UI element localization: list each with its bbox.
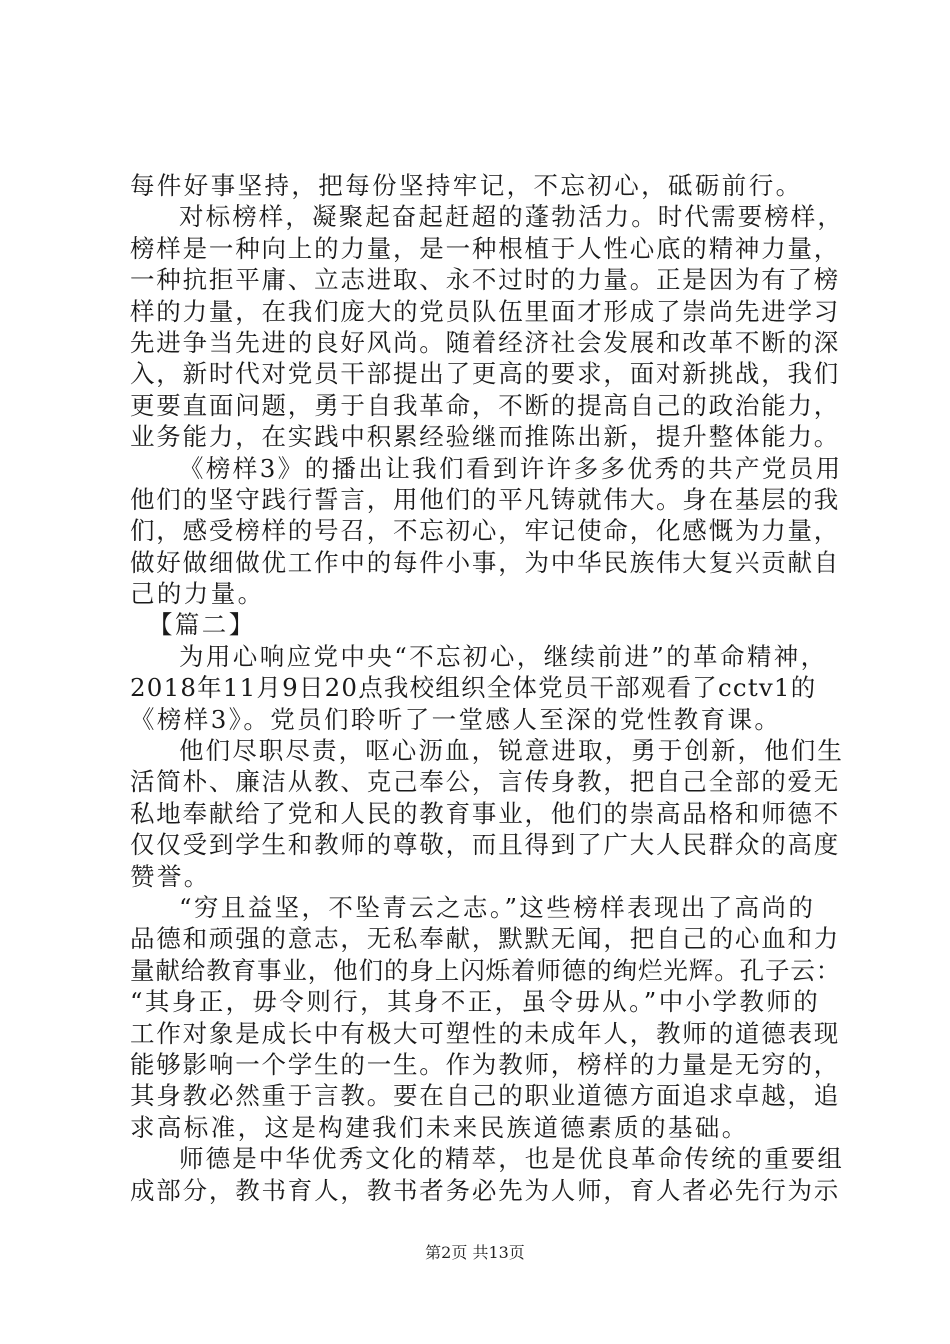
text-line: 活简朴、廉洁从教、克己奉公，言传身教，把自己全部的爱无	[130, 767, 841, 797]
text-line: 2018年11月9日20点我校组织全体党员干部观看了cctv1的	[130, 673, 817, 703]
text-line: 榜样是一种向上的力量，是一种根植于人性心底的精神力量，	[130, 233, 841, 263]
text-line: 其身教必然重于言教。要在自己的职业道德方面追求卓越，追	[130, 1081, 841, 1111]
text-line: 先进争当先进的良好风尚。随着经济社会发展和改革不断的深	[130, 327, 841, 357]
text-line: 工作对象是成长中有极大可塑性的未成年人，教师的道德表现	[130, 1018, 841, 1048]
text-line: 品德和顽强的意志，无私奉献，默默无闻，把自己的心血和力	[130, 924, 841, 954]
paragraph-start: 师德是中华优秀文化的精萃，也是优良革命传统的重要组	[179, 1144, 844, 1174]
paragraph-start: 他们尽职尽责，呕心沥血，锐意进取，勇于创新，他们生	[179, 736, 844, 766]
text-line: 量献给教育事业，他们的身上闪烁着师德的绚烂光辉。孔子云：	[130, 955, 842, 985]
document-body	[130, 170, 844, 1206]
paragraph-start: 《榜样3》的播出让我们看到许许多多优秀的共产党员用	[179, 453, 843, 483]
paragraph-start: 对标榜样，凝聚起奋起赶超的蓬勃活力。时代需要榜样，	[179, 202, 844, 232]
text-line: 更要直面问题，勇于自我革命，不断的提高自己的政治能力，	[130, 390, 841, 420]
text-line: 能够影响一个学生的一生。作为教师，榜样的力量是无穷的，	[130, 1049, 841, 1079]
text-line: 赞誉。	[130, 861, 211, 891]
paragraph-start: 为用心响应党中央“不忘初心，继续前进”的革命精神，	[179, 641, 828, 671]
text-line: 样的力量，在我们庞大的党员队伍里面才形成了崇尚先进学习	[130, 296, 841, 326]
text-line: 己的力量。	[130, 579, 265, 609]
text-line: 们，感受榜样的号召，不忘初心，牢记使命，化感慨为力量，	[130, 516, 841, 546]
section-heading: 【篇二】	[148, 610, 256, 640]
text-line: 求高标准，这是构建我们未来民族道德素质的基础。	[130, 1112, 749, 1142]
text-line: 成部分，教书育人，教书者务必先为人师，育人者必先行为示	[130, 1175, 841, 1205]
text-line: 私地奉献给了党和人民的教育事业，他们的崇高品格和师德不	[130, 798, 841, 828]
text-line: 业务能力，在实践中积累经验继而推陈出新，提升整体能力。	[130, 422, 841, 452]
text-line: 做好做细做优工作中的每件小事，为中华民族伟大复兴贡献自	[130, 547, 841, 577]
text-line: 入，新时代对党员干部提出了更高的要求，面对新挑战，我们	[130, 359, 841, 389]
text-line: 每件好事坚持，把每份坚持牢记，不忘初心，砥砺前行。	[130, 171, 803, 200]
paragraph-start: “穷且益坚，不坠青云之志。”这些榜样表现出了高尚的	[179, 892, 816, 922]
page-number-footer: 第2页 共13页	[425, 1243, 525, 1262]
text-line: “其身正，毋令则行，其身不正，虽令毋从。”中小学教师的	[130, 987, 821, 1017]
text-line: 一种抗拒平庸、立志进取、永不过时的力量。正是因为有了榜	[130, 265, 841, 295]
text-line: 《榜样3》。党员们聆听了一堂感人至深的党性教育课。	[130, 704, 782, 734]
text-line: 他们的坚守践行誓言，用他们的平凡铸就伟大。身在基层的我	[130, 484, 841, 514]
text-line: 仅仅受到学生和教师的尊敬，而且得到了广大人民群众的高度	[130, 830, 841, 860]
